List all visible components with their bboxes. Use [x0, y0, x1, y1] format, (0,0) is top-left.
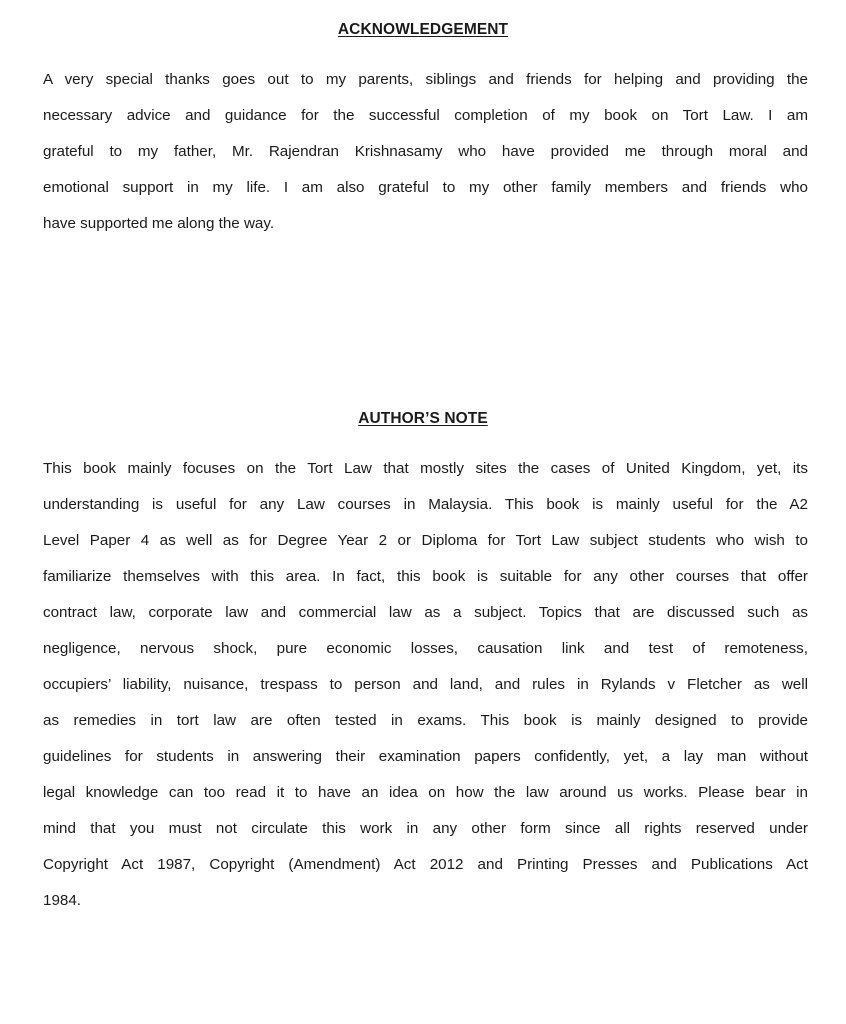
authors-note-paragraph	[43, 451, 808, 919]
paragraph-line: emotional support in my life. I am also grateful to my other family members and friends who	[43, 179, 808, 196]
paragraph-line: legal knowledge can too read it to have an idea on how the law around us works. Please bear in	[43, 784, 808, 801]
paragraph-line: necessary advice and guidance for the successful completion of my book on Tort Law. I am	[43, 107, 808, 124]
acknowledgement-heading: ACKNOWLEDGEMENT	[337, 21, 509, 38]
acknowledgement-paragraph	[43, 62, 808, 242]
paragraph-line: Copyright Act 1987, Copyright (Amendment) Act 2012 and Printing Presses and Publications Act	[43, 856, 808, 873]
paragraph-line: mind that you must not circulate this work in any other form since all rights reserved under	[43, 820, 808, 837]
paragraph-line: negligence, nervous shock, pure economic losses, causation link and test of remoteness,	[43, 640, 808, 657]
paragraph-line: grateful to my father, Mr. Rajendran Krishnasamy who have provided me through moral and	[43, 143, 808, 160]
paragraph-line: A very special thanks goes out to my parents, siblings and friends for helping and providing the	[43, 71, 808, 88]
paragraph-line: occupiers’ liability, nuisance, trespass to person and land, and rules in Rylands v Fletcher as well	[43, 676, 808, 693]
paragraph-line: This book mainly focuses on the Tort Law that mostly sites the cases of United Kingdom, yet, its	[43, 460, 808, 477]
paragraph-line: understanding is useful for any Law courses in Malaysia. This book is mainly useful for the A2	[43, 496, 808, 513]
paragraph-line: contract law, corporate law and commercial law as a subject. Topics that are discussed such as	[43, 604, 808, 621]
paragraph-line: guidelines for students in answering their examination papers confidently, yet, a lay man without	[43, 748, 808, 765]
paragraph-line: have supported me along the way.	[43, 215, 275, 232]
paragraph-line: familiarize themselves with this area. In fact, this book is suitable for any other courses that offer	[43, 568, 808, 585]
paragraph-line: as remedies in tort law are often tested in exams. This book is mainly designed to provide	[43, 712, 808, 729]
paragraph-line: Level Paper 4 as well as for Degree Year 2 or Diploma for Tort Law subject students who wish to	[43, 532, 808, 549]
paragraph-line: 1984.	[43, 892, 82, 909]
authors-note-heading: AUTHOR’S NOTE	[358, 410, 488, 427]
